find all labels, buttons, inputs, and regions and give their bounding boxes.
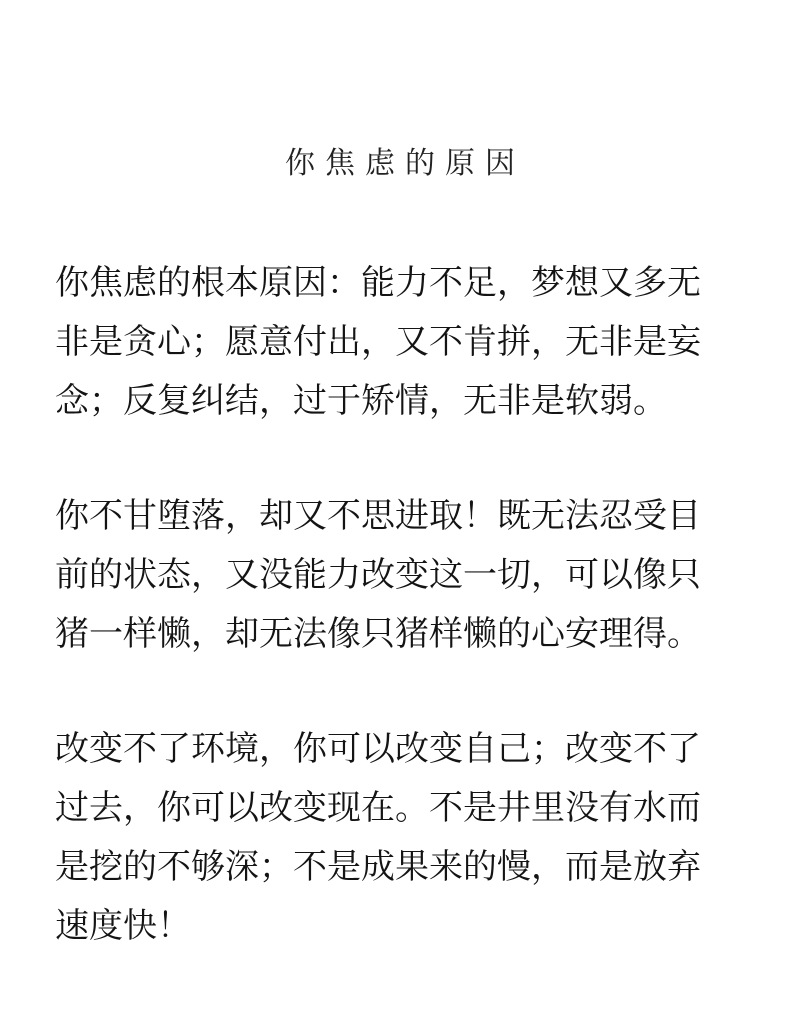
article-body bbox=[55, 254, 745, 1012]
text-line: 非是贪心；愿意付出，又不肯拼，无非是妄 bbox=[55, 322, 701, 362]
text-line: 前的状态，又没能力改变这一切，可以像只 bbox=[55, 555, 701, 595]
paragraph-2 bbox=[55, 487, 745, 664]
text-line: 改变不了环境，你可以改变自己；改变不了 bbox=[55, 729, 701, 769]
paragraph-1 bbox=[55, 254, 745, 431]
text-line: 过去，你可以改变现在。不是井里没有水而 bbox=[55, 788, 701, 828]
text-line: 你不甘堕落，却又不思进取！既无法忍受目 bbox=[55, 496, 701, 536]
text-line: 速度快！ bbox=[55, 906, 191, 946]
paragraph-3 bbox=[55, 720, 745, 956]
text-line: 念；反复纠结，过于矫情，无非是软弱。 bbox=[55, 381, 667, 421]
page-title: 你焦虑的原因 bbox=[285, 146, 525, 181]
text-line: 猪一样懒，却无法像只猪样懒的心安理得。 bbox=[55, 614, 701, 654]
text-line: 是挖的不够深；不是成果来的慢，而是放弃 bbox=[55, 847, 701, 887]
text-line: 你焦虑的根本原因：能力不足，梦想又多无 bbox=[55, 263, 701, 303]
